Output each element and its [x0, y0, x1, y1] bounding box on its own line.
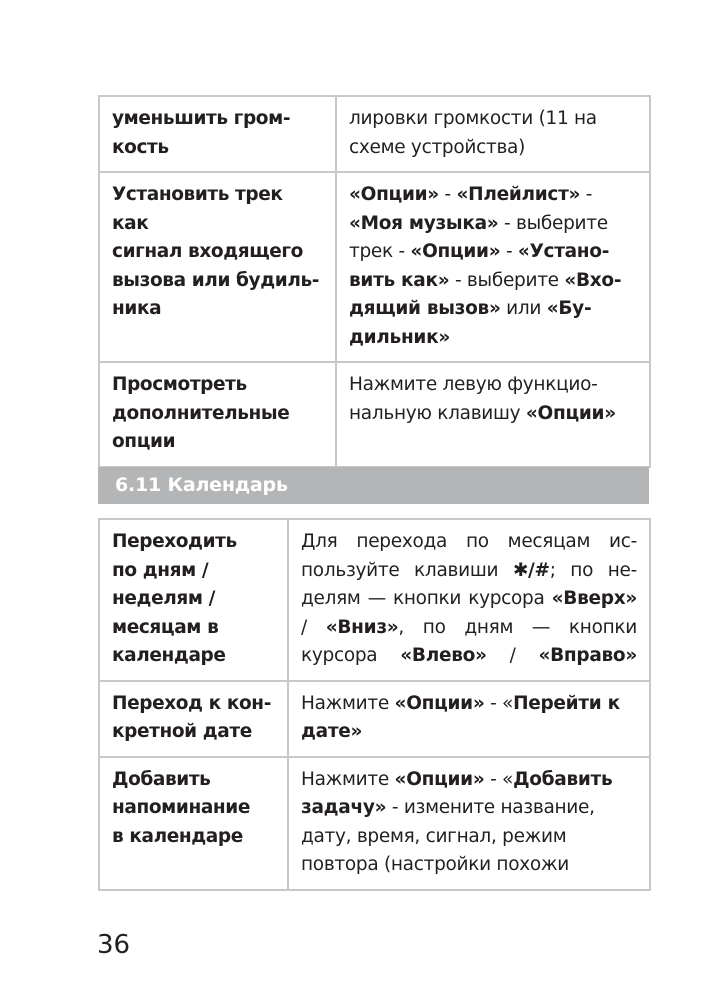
description-bold-text: ✱/# [512, 559, 550, 581]
description-text: - [438, 184, 457, 205]
description-bold-text: «Устано- [517, 241, 610, 262]
description-text: - « [484, 692, 514, 714]
description-text: Для перехода по месяцам ис- [301, 531, 637, 552]
action-text: по дням / [112, 559, 209, 581]
table-row [99, 681, 650, 757]
description-text: / [301, 616, 326, 638]
description-text: делям — кнопки курсора [301, 588, 552, 609]
section-header-bar [98, 467, 649, 504]
action-cell [99, 757, 288, 890]
action-cell [99, 362, 336, 467]
description-bold-text: «Бу- [546, 298, 592, 319]
page-number: 36 [97, 930, 131, 960]
description-bold-text: дящий вызов» [349, 298, 501, 319]
description-cell [288, 757, 650, 890]
table-row [99, 96, 650, 172]
action-text: кость [112, 136, 169, 158]
description-bold-text: «Опции» [349, 184, 439, 205]
action-text: Переход к кон- [112, 692, 271, 714]
description-bold-text: «Опции» [410, 241, 501, 262]
action-cell [99, 96, 336, 172]
calendar-table [98, 518, 651, 891]
description-bold-text: «Моя музыка» [349, 212, 499, 234]
description-bold-text: «Плейлист» [456, 184, 581, 205]
action-text: Установить трек как [112, 184, 283, 234]
table-row [99, 172, 650, 362]
description-text: дату, время, сигнал, режим [301, 825, 567, 847]
description-bold-text: Перейти к [513, 692, 620, 714]
description-text: лировки громкости (11 на [349, 108, 597, 129]
description-text: курсора [301, 645, 401, 666]
description-text: или [500, 298, 547, 319]
description-text: пользуйте клавиши [301, 559, 513, 581]
description-bold-text: вить как» [349, 269, 450, 291]
description-bold-text: «Вверх» [551, 588, 637, 609]
description-text: - выберите [449, 269, 565, 291]
action-text: календаре [112, 645, 226, 666]
description-bold-text: дильник» [349, 326, 451, 348]
action-text: в календаре [112, 825, 243, 847]
description-text: - [580, 184, 593, 205]
action-cell [99, 172, 336, 362]
action-text: месяцам в [112, 616, 219, 638]
description-bold-text: «Опции» [525, 402, 616, 424]
action-text: Добавить [112, 768, 211, 790]
description-bold-text: «Вхо- [564, 269, 622, 291]
description-bold-text: задачу» [301, 797, 387, 818]
action-text: опции [112, 431, 176, 452]
description-text: - « [484, 768, 514, 790]
action-text: неделям / [112, 588, 215, 609]
description-cell [288, 519, 650, 681]
table-row [99, 757, 650, 890]
table-row [99, 519, 650, 681]
description-text: Нажмите [301, 692, 395, 714]
section-title: 6.11 Календарь [115, 474, 288, 496]
description-text: / [486, 645, 539, 666]
description-bold-text: «Влево» [400, 645, 487, 666]
action-text: ника [112, 298, 162, 319]
action-cell [99, 519, 288, 681]
action-text: кретной дате [112, 721, 252, 742]
action-cell [99, 681, 288, 757]
description-text: - измените название, [386, 797, 595, 818]
description-bold-text: «Вправо» [538, 645, 637, 666]
action-text: напоминание [112, 797, 250, 818]
description-text: - выберите [498, 212, 608, 234]
action-text: Переходить [112, 531, 237, 552]
description-bold-text: Добавить [513, 768, 613, 790]
description-text: повтора (настройки похожи [301, 854, 570, 875]
action-text: вызова или будиль- [112, 269, 320, 291]
description-text: схеме устройства) [349, 136, 526, 158]
description-cell [336, 172, 650, 362]
action-text: дополнительные [112, 402, 290, 424]
description-text: - [500, 241, 518, 262]
description-bold-text: «Опции» [394, 692, 485, 714]
description-cell [288, 681, 650, 757]
description-text: нальную клавишу [349, 402, 526, 424]
table-row [99, 362, 650, 467]
description-text: Нажмите [301, 768, 395, 790]
description-bold-text: «Вниз» [325, 616, 399, 638]
description-bold-text: «Опции» [394, 768, 485, 790]
description-bold-text: дате» [301, 721, 363, 742]
settings-table-top [98, 95, 651, 468]
action-text: уменьшить гром- [112, 108, 291, 129]
action-text: сигнал входящего [112, 241, 303, 262]
description-text: , по дням — кнопки [398, 616, 637, 638]
description-cell [336, 362, 650, 467]
action-text: Просмотреть [112, 374, 247, 395]
description-text: ; по не- [549, 559, 637, 581]
description-cell [336, 96, 650, 172]
description-text: Нажмите левую функцио- [349, 374, 598, 395]
description-text: трек - [349, 241, 411, 262]
